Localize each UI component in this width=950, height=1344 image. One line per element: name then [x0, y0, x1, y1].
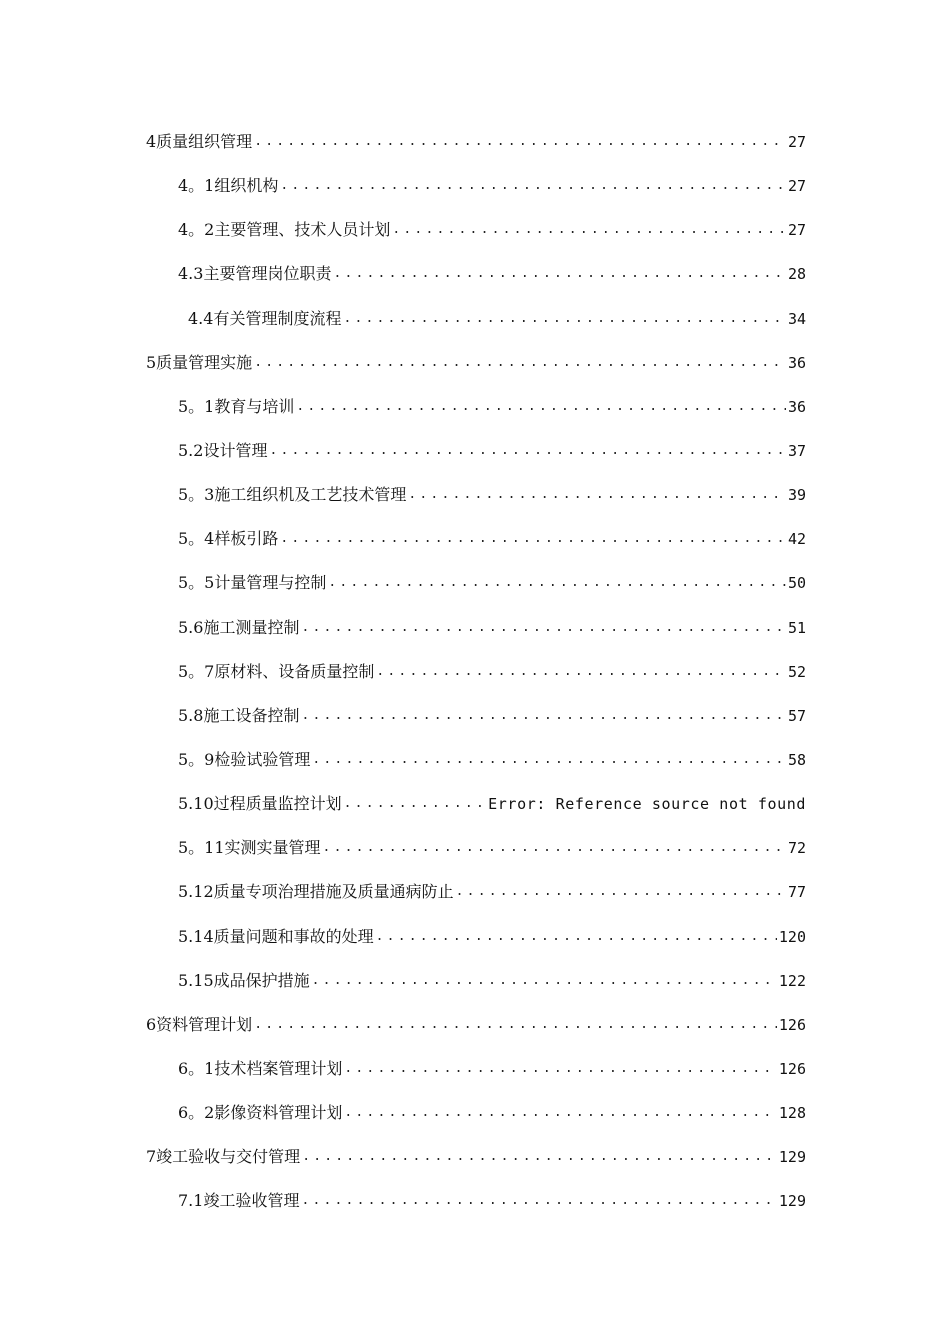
toc-entry-title: 5.14质量问题和事故的处理	[178, 926, 374, 946]
toc-entry-page-number: 58	[787, 751, 806, 770]
toc-entry[interactable]	[0, 650, 950, 694]
toc-dot-leader	[301, 706, 785, 726]
toc-dot-leader	[456, 882, 786, 902]
toc-entry-title: 6。2影像资料管理计划	[178, 1103, 343, 1123]
toc-entry-title: 7竣工验收与交付管理	[146, 1147, 301, 1167]
toc-entry-title: 4.4有关管理制度流程	[188, 308, 342, 328]
toc-entry-page-number: 34	[787, 309, 806, 328]
toc-entry[interactable]	[0, 1003, 950, 1047]
toc-dot-leader	[301, 618, 785, 638]
toc-dot-leader	[254, 353, 786, 373]
toc-entry[interactable]	[0, 517, 950, 561]
toc-entry[interactable]	[0, 870, 950, 914]
toc-entry-title: 5。4样板引路	[178, 529, 279, 549]
toc-entry-page-number: 126	[778, 1015, 806, 1034]
toc-dot-leader	[343, 309, 785, 329]
toc-entry-page-number: 120	[778, 927, 806, 946]
toc-dot-leader	[328, 573, 786, 593]
toc-entry-page-number: 122	[778, 971, 806, 990]
toc-dot-leader	[323, 838, 786, 858]
toc-entry[interactable]	[0, 473, 950, 517]
toc-entry[interactable]	[0, 694, 950, 738]
toc-entry[interactable]	[0, 208, 950, 252]
toc-entry[interactable]	[0, 915, 950, 959]
toc-entry-title: 5质量管理实施	[146, 352, 253, 372]
toc-entry[interactable]	[0, 429, 950, 473]
toc-entry[interactable]	[0, 1135, 950, 1179]
toc-entry-page-number: 50	[787, 574, 806, 593]
toc-entry-page-number: 36	[787, 353, 806, 372]
toc-entry[interactable]	[0, 738, 950, 782]
toc-entry-page-number: 77	[787, 883, 806, 902]
toc-entry-page-number: 129	[778, 1192, 806, 1211]
toc-entry-title: 5.2设计管理	[178, 441, 268, 461]
toc-entry-title: 4.3主要管理岗位职责	[178, 264, 332, 284]
toc-entry-title: 6。1技术档案管理计划	[178, 1059, 343, 1079]
toc-entry[interactable]	[0, 297, 950, 341]
toc-dot-leader	[376, 662, 786, 682]
toc-entry-page-number: 57	[787, 706, 806, 725]
toc-entry[interactable]	[0, 782, 950, 826]
toc-entry[interactable]	[0, 120, 950, 164]
toc-entry-title: 5。11实测实量管理	[178, 838, 321, 858]
toc-dot-leader	[296, 397, 786, 417]
toc-entry-page-number: 42	[787, 530, 806, 549]
toc-entry[interactable]	[0, 826, 950, 870]
toc-entry[interactable]	[0, 606, 950, 650]
toc-dot-leader	[302, 1147, 777, 1167]
toc-entry-page-number: 28	[787, 265, 806, 284]
toc-entry-title: 5.8施工设备控制	[178, 705, 300, 725]
toc-dot-leader	[344, 1103, 777, 1123]
toc-entry-title: 5.15成品保护措施	[178, 970, 310, 990]
toc-dot-leader	[408, 485, 786, 505]
toc-dot-leader	[301, 1191, 776, 1211]
toc-dot-leader	[280, 529, 786, 549]
toc-entry[interactable]	[0, 1047, 950, 1091]
toc-entry-page-number: 27	[787, 177, 806, 196]
toc-entry-page-number: 51	[787, 618, 806, 637]
toc-entry[interactable]	[0, 252, 950, 296]
toc-entry-title: 5。9检验试验管理	[178, 750, 311, 770]
toc-entry-title: 5.12质量专项治理措施及质量通病防止	[178, 882, 454, 902]
toc-dot-leader	[312, 750, 786, 770]
toc-entry-page-number: 52	[787, 662, 806, 681]
toc-entry-title: 5。7原材料、设备质量控制	[178, 661, 375, 681]
toc-entry[interactable]	[0, 341, 950, 385]
toc-entry-title: 5.10过程质量监控计划	[178, 794, 342, 814]
toc-entry-title: 5.6施工测量控制	[178, 617, 300, 637]
toc-entry[interactable]	[0, 164, 950, 208]
toc-dot-leader	[280, 176, 786, 196]
toc-entry-page-number: 128	[778, 1104, 806, 1123]
toc-entry-page-number: 126	[778, 1060, 806, 1079]
toc-entry[interactable]	[0, 385, 950, 429]
toc-entry-page-number: 72	[787, 839, 806, 858]
toc-entry-title: 7.1竣工验收管理	[178, 1191, 300, 1211]
toc-entry[interactable]	[0, 561, 950, 605]
toc-entry-page-number: 27	[787, 133, 806, 152]
toc-entry-page-number: 129	[778, 1148, 806, 1167]
toc-entry[interactable]	[0, 1179, 950, 1223]
toc-entry-page-number: 37	[787, 442, 806, 461]
toc-dot-leader	[254, 132, 786, 152]
toc-entry-page-number: 27	[787, 221, 806, 240]
toc-entry-page-number: 36	[787, 397, 806, 416]
toc-entry-title: 4。2主要管理、技术人员计划	[178, 220, 391, 240]
toc-entry-title: 5。5计量管理与控制	[178, 573, 327, 593]
toc-dot-leader	[269, 441, 785, 461]
toc-entry[interactable]	[0, 959, 950, 1003]
toc-entry-title: 4。1组织机构	[178, 176, 279, 196]
toc-dot-leader	[312, 971, 777, 991]
toc-dot-leader	[254, 1015, 777, 1035]
table-of-contents	[0, 120, 950, 1224]
toc-entry-title: 5。1教育与培训	[178, 396, 295, 416]
toc-entry-title: 6资料管理计划	[146, 1014, 253, 1034]
toc-dot-leader	[344, 1059, 777, 1079]
toc-entry-page-number: Error: Reference source not found	[488, 795, 806, 814]
toc-dot-leader	[333, 264, 785, 284]
toc-dot-leader	[376, 927, 777, 947]
toc-entry-page-number: 39	[787, 486, 806, 505]
toc-entry[interactable]	[0, 1091, 950, 1135]
toc-entry-title: 5。3施工组织机及工艺技术管理	[178, 485, 407, 505]
toc-entry-title: 4质量组织管理	[146, 132, 253, 152]
toc-dot-leader	[392, 220, 786, 240]
toc-dot-leader	[344, 794, 487, 814]
